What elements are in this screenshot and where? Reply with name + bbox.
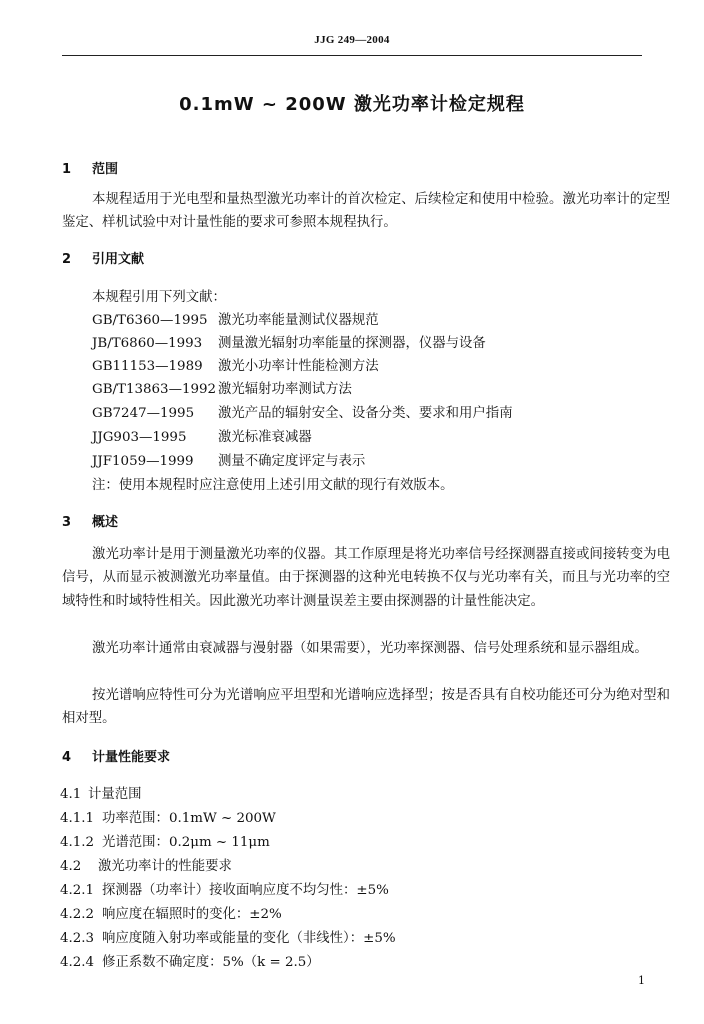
clause-text: 响应度在辐照时的变化：±2% — [102, 907, 282, 922]
section-3-heading — [62, 511, 118, 530]
clause-text: 光谱范围：0.2μm ~ 11μm — [102, 835, 270, 850]
reference-item — [92, 309, 379, 328]
reference-name: 测量激光辐射功率能量的探测器，仪器与设备 — [218, 336, 486, 351]
clause-text: 激光功率计的性能要求 — [98, 859, 232, 874]
requirement-item — [60, 831, 270, 850]
requirement-item — [60, 879, 389, 898]
section-number: 3 — [62, 515, 72, 530]
clause-text: 功率范围：0.1mW ~ 200W — [102, 811, 276, 826]
requirement-item — [60, 951, 320, 970]
header-rule — [62, 55, 642, 56]
overview-paragraph-2: 激光功率计通常由衰减器与漫射器（如果需要），光功率探测器、信号处理系统和显示器组成。 — [92, 641, 648, 656]
section-number: 4 — [62, 750, 72, 765]
reference-item — [92, 450, 365, 469]
reference-code: GB/T6360—1995 — [92, 313, 208, 328]
reference-name: 激光标准衰减器 — [218, 430, 312, 445]
document-title: 0.1mW ~ 200W 激光功率计检定规程 — [179, 94, 525, 115]
reference-item — [92, 426, 312, 445]
requirement-item — [60, 807, 276, 826]
reference-name: 激光功率能量测试仪器规范 — [218, 313, 379, 328]
reference-code: JB/T6860—1993 — [92, 336, 203, 351]
clause-number: 4.1.2 — [60, 835, 95, 850]
section-1-heading — [62, 158, 118, 177]
page-number: 1 — [638, 974, 645, 987]
requirement-item — [60, 783, 142, 802]
references-note: 注：使用本规程时应注意使用上述引用文献的现行有效版本。 — [92, 478, 454, 493]
clause-number: 4.2.2 — [60, 907, 95, 922]
section-4-heading — [62, 746, 170, 765]
reference-item — [92, 332, 486, 351]
reference-code: GB/T13863—1992 — [92, 382, 217, 397]
clause-number: 4.2.3 — [60, 931, 95, 946]
clause-text: 修正系数不确定度：5%（k = 2.5） — [102, 955, 320, 970]
reference-code: JJG903—1995 — [92, 430, 187, 445]
reference-code: GB11153—1989 — [92, 359, 203, 374]
section-number: 2 — [62, 252, 72, 267]
section-2-heading — [62, 248, 144, 267]
clause-text: 计量范围 — [88, 787, 142, 802]
references-intro: 本规程引用下列文献： — [92, 290, 226, 305]
overview-paragraph-3: 按光谱响应特性可分为光谱响应平坦型和光谱响应选择型；按是否具有自校功能还可分为绝对型和相对型。 — [62, 688, 670, 727]
reference-item — [92, 402, 513, 421]
clause-text: 探测器（功率计）接收面响应度不均匀性：±5% — [102, 883, 389, 898]
reference-name: 测量不确定度评定与表示 — [218, 454, 366, 469]
section-number: 1 — [62, 162, 72, 177]
reference-item — [92, 378, 352, 397]
section-title: 计量性能要求 — [92, 750, 171, 765]
clause-number: 4.2.1 — [60, 883, 95, 898]
section-title: 范围 — [92, 162, 119, 177]
section-title: 概述 — [92, 515, 119, 530]
clause-text: 响应度随入射功率或能量的变化（非线性）：±5% — [102, 931, 396, 946]
reference-code: JJF1059—1999 — [92, 454, 194, 469]
requirement-item — [60, 927, 396, 946]
clause-number: 4.1.1 — [60, 811, 95, 826]
clause-number: 4.1 — [60, 787, 82, 802]
running-header: JJG 249—2004 — [314, 34, 390, 46]
reference-name: 激光辐射功率测试方法 — [218, 382, 352, 397]
reference-name: 激光产品的辐射安全、设备分类、要求和用户指南 — [218, 406, 513, 421]
requirement-item — [60, 903, 282, 922]
overview-paragraph-1: 激光功率计是用于测量激光功率的仪器。其工作原理是将光功率信号经探测器直接或间接转变为电信号，从而显示被测激光功率量值。由于探测器的这种光电转换不仅与光功率有关，而且与光功率的空域特性和时域特性相关。因此激光功率计测量误差主要由探测器的计量性能决定。 — [62, 547, 670, 609]
reference-code: GB7247—1995 — [92, 406, 195, 421]
scope-paragraph: 本规程适用于光电型和量热型激光功率计的首次检定、后续检定和使用中检验。激光功率计的定型鉴定、样机试验中对计量性能的要求可参照本规程执行。 — [62, 192, 670, 231]
clause-number: 4.2 — [60, 859, 82, 874]
reference-item — [92, 355, 379, 374]
clause-number: 4.2.4 — [60, 955, 95, 970]
section-title: 引用文献 — [92, 252, 145, 267]
reference-name: 激光小功率计性能检测方法 — [218, 359, 379, 374]
requirement-item — [60, 855, 232, 874]
